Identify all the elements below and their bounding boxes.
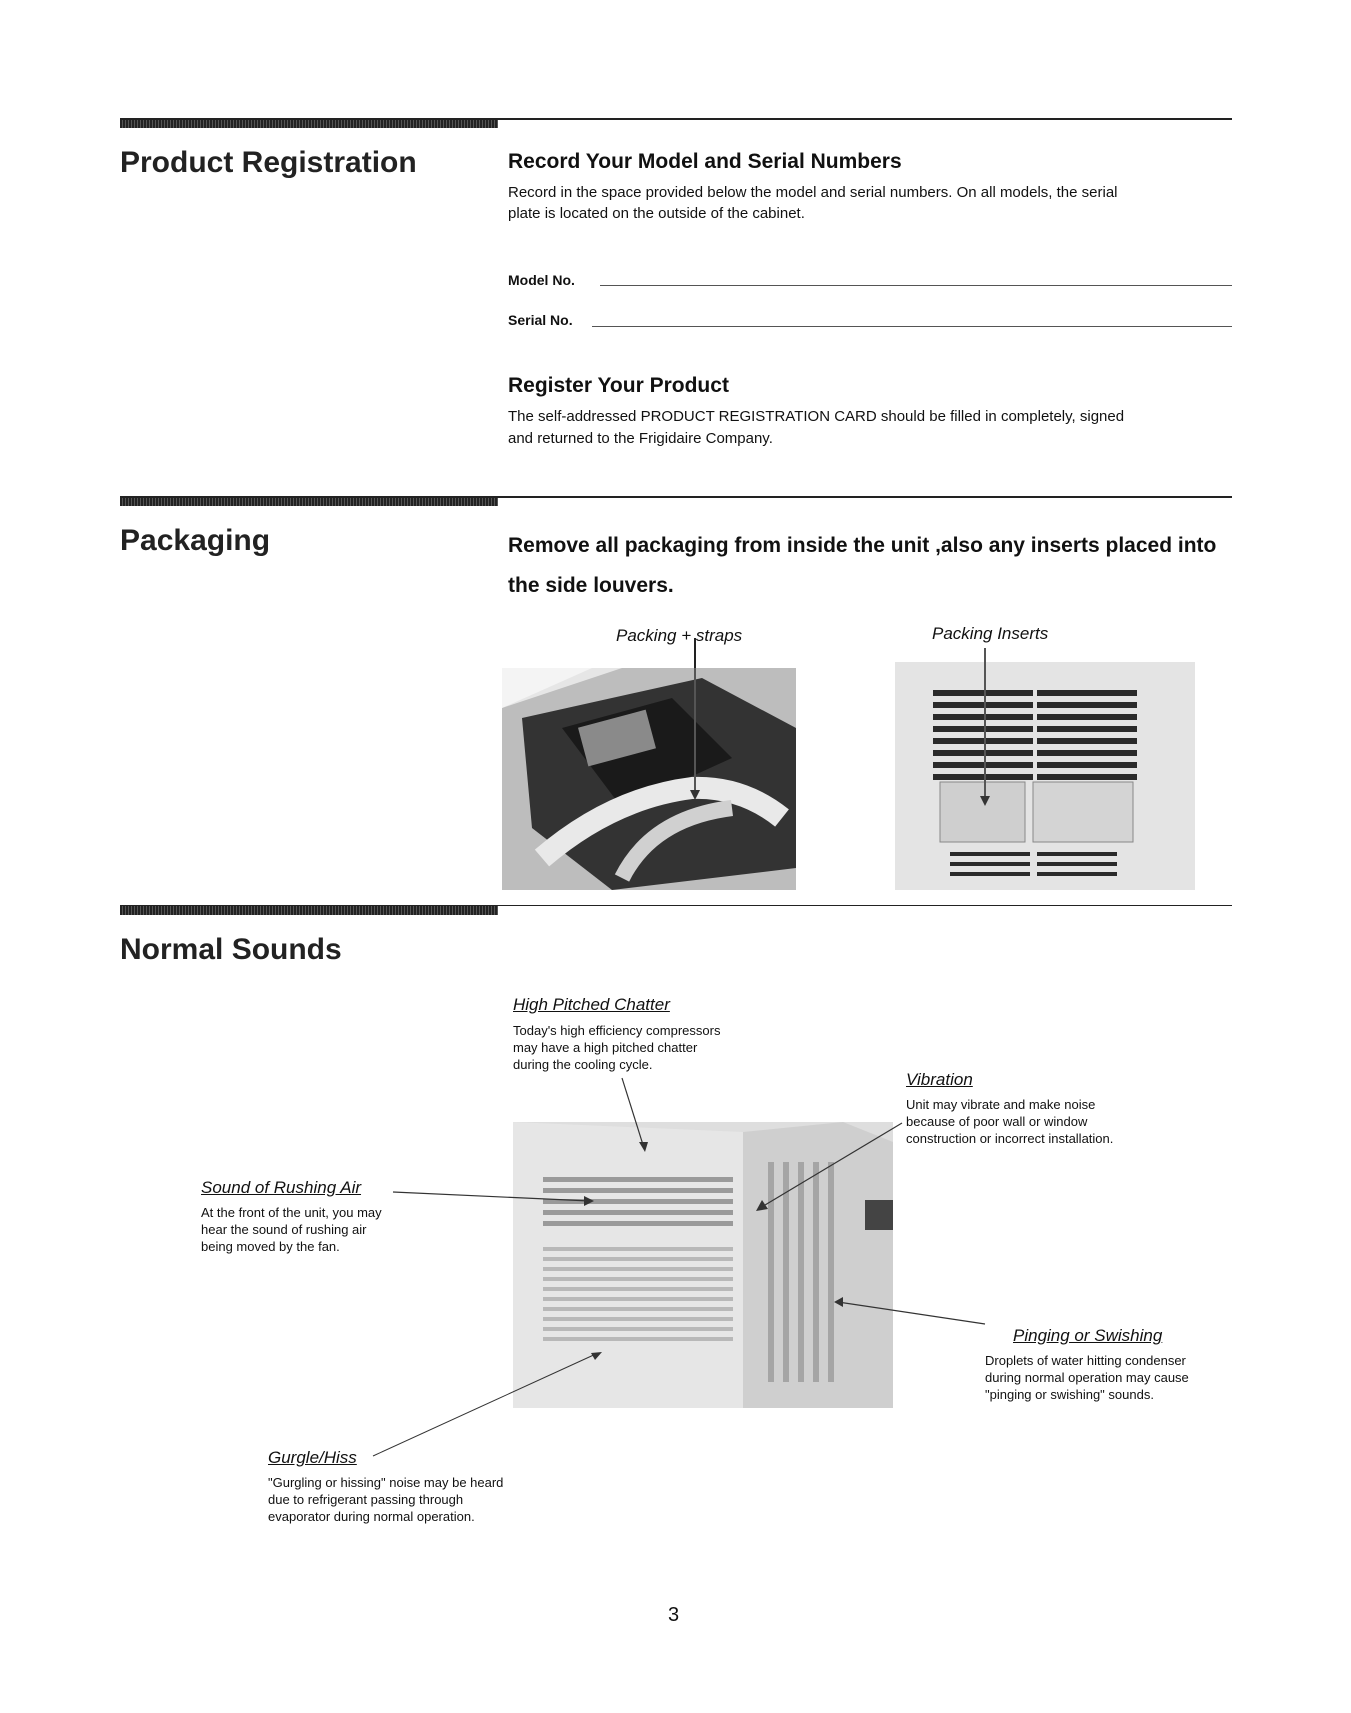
pinging-line-2: during normal operation may cause <box>985 1370 1189 1385</box>
page-number: 3 <box>668 1604 680 1626</box>
section-title-packaging: Packaging <box>120 524 271 557</box>
pinging-title: Pinging or Swishing <box>1013 1326 1163 1345</box>
rushing-air-line-2: hear the sound of rushing air <box>201 1222 367 1237</box>
section-title-normal-sounds: Normal Sounds <box>120 933 342 966</box>
packaging-instruction-line-2: the side louvers. <box>508 574 674 597</box>
section-title-registration: Product Registration <box>120 146 417 179</box>
model-label: Model No. <box>508 272 575 288</box>
pinging-line-1: Droplets of water hitting condenser <box>985 1353 1186 1368</box>
vibration-title: Vibration <box>906 1070 973 1089</box>
packaging-instruction-line-1: Remove all packaging from inside the unit ,also any inserts placed into <box>508 534 1217 557</box>
record-text-line-1: Record in the space provided below the model and serial numbers. On all models, the serial <box>508 184 1118 201</box>
chatter-title: High Pitched Chatter <box>513 995 670 1014</box>
gurgle-line-2: due to refrigerant passing through <box>268 1492 464 1507</box>
rushing-air-title: Sound of Rushing Air <box>201 1178 362 1197</box>
gurgle-line-3: evaporator during normal operation. <box>268 1509 475 1524</box>
gurgle-title: Gurgle/Hiss <box>268 1448 357 1467</box>
chatter-line-1: Today's high efficiency compressors <box>513 1023 721 1038</box>
register-text-line-1: The self-addressed PRODUCT REGISTRATION CARD should be filled in completely, signed <box>508 408 1125 425</box>
vibration-line-3: construction or incorrect installation. <box>906 1131 1114 1146</box>
vibration-line-2: because of poor wall or window <box>906 1114 1088 1129</box>
gurgle-line-1: "Gurgling or hissing" noise may be heard <box>268 1475 504 1490</box>
pinging-line-3: "pinging or swishing" sounds. <box>985 1387 1154 1402</box>
rushing-air-line-3: being moved by the fan. <box>201 1239 340 1254</box>
record-text-line-2: plate is located on the outside of the cabinet. <box>508 205 805 222</box>
caption-packing-straps: Packing + straps <box>616 626 743 645</box>
register-heading: Register Your Product <box>508 374 729 397</box>
rushing-air-line-1: At the front of the unit, you may <box>201 1205 382 1220</box>
register-text-line-2: and returned to the Frigidaire Company. <box>508 430 773 447</box>
chatter-line-2: may have a high pitched chatter <box>513 1040 698 1055</box>
vibration-line-1: Unit may vibrate and make noise <box>906 1097 1096 1112</box>
serial-label: Serial No. <box>508 312 573 328</box>
record-heading: Record Your Model and Serial Numbers <box>508 150 902 173</box>
caption-packing-inserts: Packing Inserts <box>932 624 1049 643</box>
chatter-line-3: during the cooling cycle. <box>513 1057 653 1072</box>
